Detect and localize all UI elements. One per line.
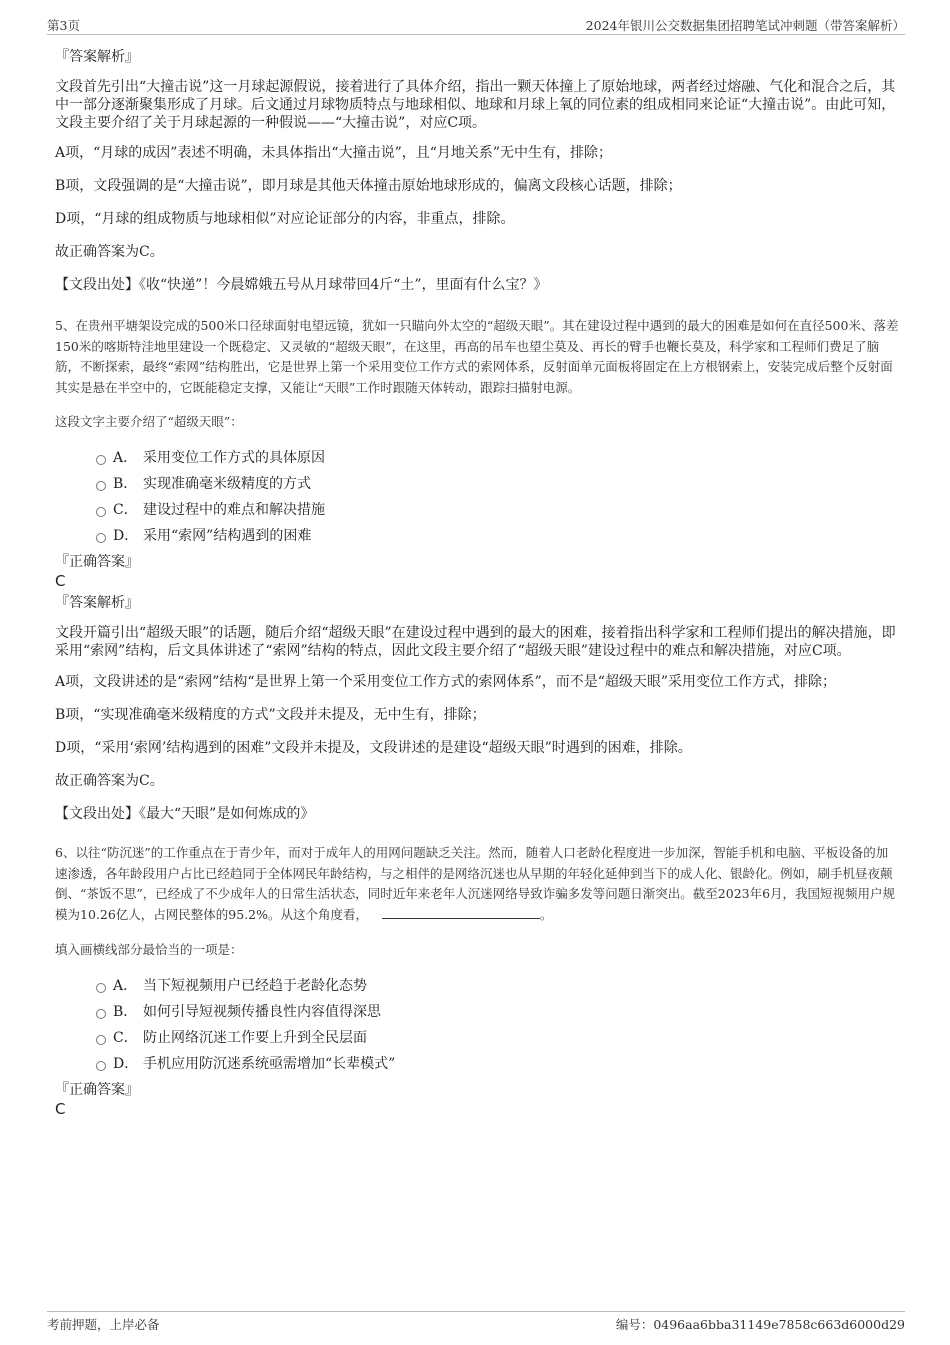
page-footer	[47, 1311, 905, 1334]
q5-options	[55, 445, 900, 549]
page-content	[55, 44, 900, 1118]
q6-option-b[interactable]: B． 如何引导短视频传播良性内容值得深思	[55, 999, 900, 1025]
footer-slogan: 考前押题，上岸必备	[47, 1317, 160, 1332]
q5-analysis-tag: 『答案解析』	[55, 595, 139, 611]
q5-option-a-analysis: A项，文段讲述的是“索网”结构“是世界上第一个采用变位工作方式的索网体系”，而不是“超级天眼”采用变位工作方式，排除；	[55, 674, 837, 690]
q5-answer-tag: 『正确答案』	[55, 554, 139, 570]
q4-option-d-analysis: D项，“月球的组成物质与地球相似”对应论证部分的内容，非重点，排除。	[55, 211, 515, 227]
radio-icon[interactable]	[96, 481, 106, 491]
document-code: 编号：0496aa6bba31149e7858c663d6000d29	[615, 1317, 905, 1332]
fill-blank	[382, 906, 540, 919]
q4-conclusion: 故正确答案为C。	[55, 244, 164, 260]
q6-option-c[interactable]: C． 防止网络沉迷工作要上升到全民层面	[55, 1025, 900, 1051]
q6-option-d[interactable]: D． 手机应用防沉迷系统亟需增加“长辈模式”	[55, 1051, 900, 1077]
q6-options	[55, 973, 900, 1077]
q5-option-d-analysis: D项，“采用‘索网’结构遇到的困难”文段并未提及，文段讲述的是建设“超级天眼”时遇到的困难，排除。	[55, 740, 692, 756]
q6-option-a[interactable]: A． 当下短视频用户已经趋于老龄化态势	[55, 973, 900, 999]
q4-analysis: 文段首先引出“大撞击说”这一月球起源假说，接着进行了具体介绍，指出一颗天体撞上了原始地球，两者经过熔融、气化和混合之后，其中一部分逐渐聚集形成了月球。后文通过月球物质特点与地球相似、地球和月球上氧的同位素的组成相同来论证“大撞击说”。由此可知，文段主要介绍了关于月球起源的一种假说——“大撞击说”，对应C项。	[55, 79, 896, 131]
radio-icon[interactable]	[96, 1009, 106, 1019]
radio-icon[interactable]	[96, 1061, 106, 1071]
q5-option-c[interactable]: C． 建设过程中的难点和解决措施	[55, 497, 900, 523]
q5-prompt: 这段文字主要介绍了“超级天眼”：	[55, 414, 243, 429]
q4-option-b-analysis: B项，文段强调的是“大撞击说”，即月球是其他天体撞击原始地球形成的，偏离文段核心话题，排除；	[55, 178, 682, 194]
q5-analysis: 文段开篇引出“超级天眼”的话题，随后介绍“超级天眼”在建设过程中遇到的最大的困难，接着指出科学家和工程师们提出的解决措施，即采用“索网”结构，后文具体讲述了“索网”结构的特点，因此文段主要介绍了“超级天眼”建设过程中的难点和解决措施，对应C项。	[55, 625, 896, 659]
radio-icon[interactable]	[96, 983, 106, 993]
q6-question-text: 6、以往“防沉迷”的工作重点在于青少年，而对于成年人的用网问题缺乏关注。然而，随着人口老龄化程度进一步加深，智能手机和电脑、平板设备的加速渗透，各年龄段用户占比已经趋同于全体网民年龄结构，与之相伴的是网络沉迷也从早期的年轻化延伸到当下的成人化、银龄化。例如，刷手机昼夜颠倒、“茶饭不思”，已经成了不少成年人的日常生活状态，同时近年来老年人沉迷网络导致诈骗多发等问题日渐突出。截至2023年6月，我国短视频用户规模为10.26亿人，占网民整体的95.2%。从这个角度看， 。	[55, 845, 896, 922]
q5-option-a[interactable]: A． 采用变位工作方式的具体原因	[55, 445, 900, 471]
q4-source: 【文段出处】《收“快递”！今晨嫦娥五号从月球带回4斤“土”，里面有什么宝？》	[55, 277, 548, 293]
page-number: 第3页	[47, 18, 80, 33]
radio-icon[interactable]	[96, 1035, 106, 1045]
q5-option-d[interactable]: D． 采用“索网”结构遇到的困难	[55, 523, 900, 549]
q5-answer: C	[55, 572, 66, 590]
q5-source: 【文段出处】《最大“天眼”是如何炼成的》	[55, 806, 315, 822]
radio-icon[interactable]	[96, 455, 106, 465]
radio-icon[interactable]	[96, 533, 106, 543]
q4-option-a-analysis: A项，“月球的成因”表述不明确，未具体指出“大撞击说”，且“月地关系”无中生有，排除；	[55, 145, 613, 161]
q5-option-b-analysis: B项，“实现准确毫米级精度的方式”文段并未提及，无中生有，排除；	[55, 707, 486, 723]
q6-answer-tag: 『正确答案』	[55, 1082, 139, 1098]
radio-icon[interactable]	[96, 507, 106, 517]
q5-conclusion: 故正确答案为C。	[55, 773, 164, 789]
q6-answer: C	[55, 1100, 66, 1118]
q5-question-text: 5、在贵州平塘架设完成的500米口径球面射电望远镜，犹如一只瞄向外太空的“超级天眼”。其在建设过程中遇到的最大的困难是如何在直径500米、落差150米的喀斯特洼地里建设一个既稳定、又灵敏的“超级天眼”，在这里，再高的吊车也望尘莫及、再长的臂手也鞭长莫及，科学家和工程师们费足了脑筋，不断探索，最终“索网”结构胜出，它是世界上第一个采用变位工作方式的索网体系，反射面单元面板将固定在上方根钢索上，安装完成后整个反射面其实是悬在半空中的，它既能稳定支撑，又能让“天眼”工作时跟随天体转动，跟踪扫描射电源。	[55, 318, 899, 395]
q4-analysis-tag: 『答案解析』	[55, 49, 139, 65]
document-title: 2024年银川公交数据集团招聘笔试冲刺题（带答案解析）	[585, 18, 905, 33]
q5-option-b[interactable]: B． 实现准确毫米级精度的方式	[55, 471, 900, 497]
page-header	[47, 14, 905, 35]
q6-prompt: 填入画横线部分最恰当的一项是：	[55, 942, 243, 957]
